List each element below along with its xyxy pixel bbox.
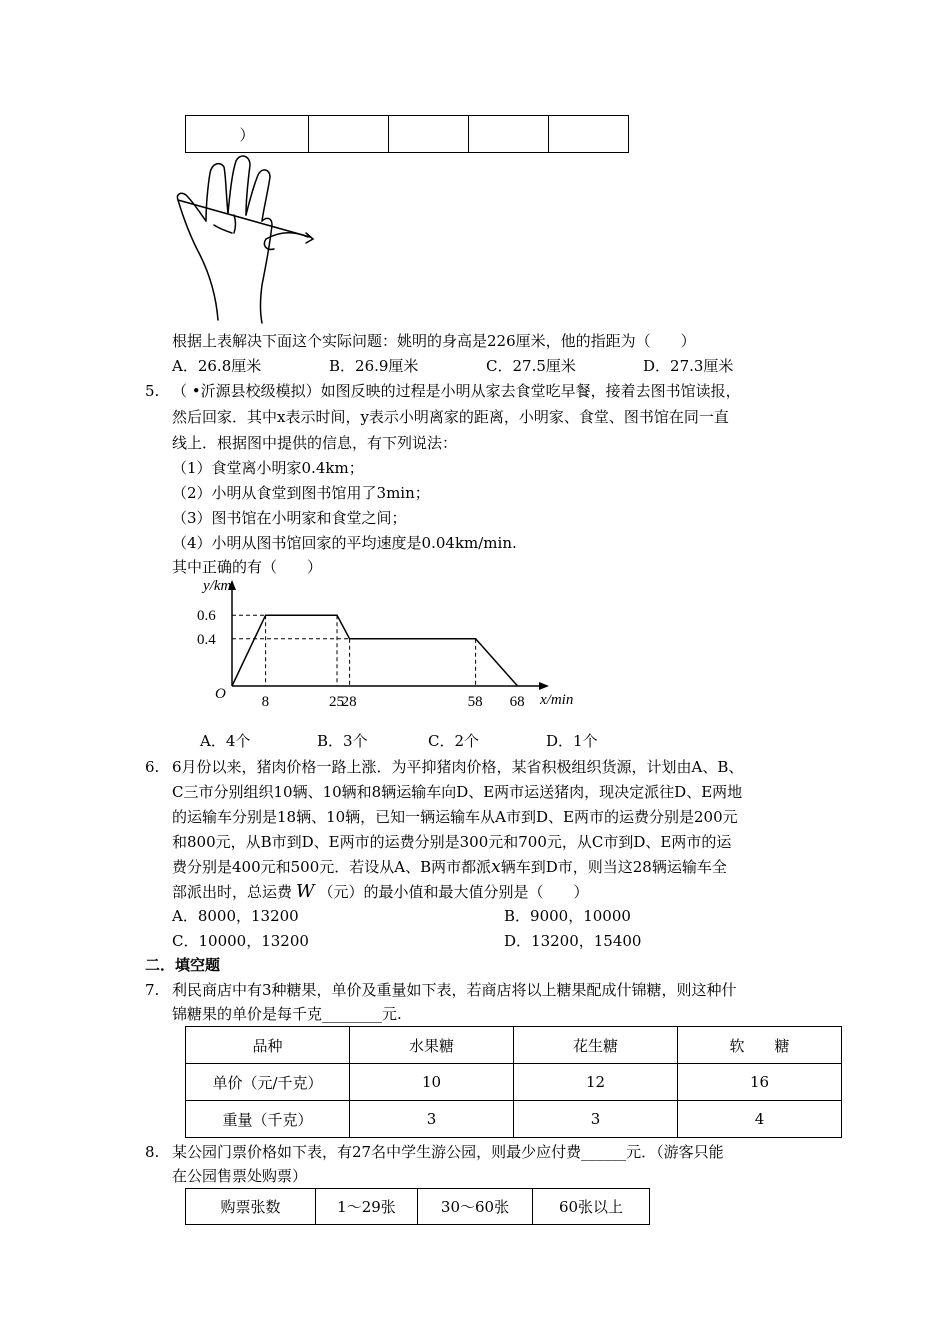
q5-line: （ •沂源县校级模拟）如图反映的过程是小明从家去食堂吃早餐，接着去图书馆读报， [172,382,741,400]
q5-statement: （3）图书馆在小明家和食堂之间； [172,509,407,527]
q5-option-a: A．4个 [200,732,251,750]
table-cell: 30～60张 [418,1189,533,1225]
q7-number: 7. [145,981,160,999]
q6-line: 6月份以来，猪肉价格一路上涨．为平抑猪肉价格，某省积极组织货源，计划由A、B、 [172,758,744,776]
table-cell [469,116,549,153]
q4-option-a: A．26.8厘米 [172,357,262,375]
distance-time-chart [195,576,595,711]
y-axis-label: y/km [203,578,232,594]
q5-option-b: B．3个 [317,732,368,750]
hand-illustration [170,155,320,325]
q6-option-d: D．13200，15400 [504,932,642,950]
ticket-price-table [185,1188,650,1225]
table-cell: 4 [678,1101,842,1138]
x-tick-label: 8 [261,694,270,710]
table-cell: 16 [678,1064,842,1101]
table-header-cell: 花生糖 [514,1027,678,1064]
q7-line: 锦糖果的单价是每千克________元. [172,1005,402,1023]
table-header-cell: 品种 [186,1027,350,1064]
table-cell: 10 [350,1064,514,1101]
q4-question: 根据上表解决下面这个实际问题：姚明的身高是226厘米，他的指距为（ ） [172,332,696,350]
candy-table [185,1026,842,1138]
q6-option-c: C．10000，13200 [172,932,309,950]
table-header-cell: 软 糖 [678,1027,842,1064]
table-cell: 单价（元/千克） [186,1064,350,1101]
table-cell: 购票张数 [186,1189,316,1225]
q8-number: 8. [145,1143,160,1161]
q6-option-a: A．8000，13200 [172,907,299,925]
variable-w: W [296,881,315,902]
table-cell: 重量（千克） [186,1101,350,1138]
q8-line: 在公园售票处购票） [172,1167,308,1185]
series-line [232,615,518,686]
origin-label: O [215,686,226,702]
q6-line-part: 辆车到D市，则当这28辆运输车全 [500,858,727,876]
table-row [186,1064,842,1101]
q5-ask: 其中正确的有（ ） [172,558,323,576]
q5-line: 线上．根据图中提供的信息，有下列说法： [172,434,458,452]
table-cell: 60张以上 [533,1189,650,1225]
q5-statement: （1）食堂离小明家0.4km； [172,459,364,477]
x-tick-label: 25 [329,694,344,710]
q5-line: 然后回家．其中x表示时间，y表示小明离家的距离，小明家、食堂、图书馆在同一直 [172,408,729,426]
finger-span-table [185,115,629,153]
table-header-cell: 水果糖 [350,1027,514,1064]
table-row [186,1101,842,1138]
q7-line: 利民商店中有3种糖果，单价及重量如下表，若商店将以上糖果配成什锦糖，则这种什 [172,981,737,999]
x-axis-label: x/min [540,692,574,708]
x-tick-label: 68 [509,694,525,710]
q6-line: 的运输车分别是18辆、10辆，已知一辆运输车从A市到D、E两市的运费分别是200元 [172,808,738,826]
q6-line: C三市分别组织10辆、10辆和8辆运输车向D、E两市运送猪肉，现决定派往D、E两地 [172,783,743,801]
q6-line: 和800元，从B市到D、E两市的运费分别是300元和700元，从C市到D、E两市的运 [172,833,732,851]
q6-line [172,857,727,877]
table-row [186,1027,842,1064]
q5-option-d: D．1个 [546,732,598,750]
x-axis-arrow [539,682,549,690]
table-cell: 12 [514,1064,678,1101]
q6-option-b: B．9000，10000 [504,907,631,925]
y-tick-label: 0.4 [197,631,216,648]
q5-option-c: C．2个 [428,732,480,750]
section-title: 二．填空题 [145,956,221,974]
q6-line-part: （元）的最小值和最大值分别是（ ） [318,883,589,901]
q4-option-d: D．27.3厘米 [643,357,734,375]
q4-option-c: C．27.5厘米 [486,357,576,375]
table-cell: ） [186,116,309,153]
y-tick-label: 0.6 [197,608,216,625]
table-cell [309,116,389,153]
table-cell [389,116,469,153]
x-tick-label: 28 [341,694,357,710]
table-cell: 1～29张 [316,1189,418,1225]
q5-statement: （2）小明从食堂到图书馆用了3min； [172,484,430,502]
q5-statement: （4）小明从图书馆回家的平均速度是0.04km/min. [172,534,517,552]
table-row [186,1189,650,1225]
q6-line [172,882,589,902]
q8-line: 某公园门票价格如下表，有27名中学生游公园，则最少应付费______元．（游客只能 [172,1143,724,1161]
q6-number: 6. [145,758,160,776]
q4-option-b: B．26.9厘米 [329,357,419,375]
variable-x: x [491,857,501,877]
table-cell: 3 [350,1101,514,1138]
table-cell: 3 [514,1101,678,1138]
x-tick-label: 58 [467,694,483,710]
table-cell [549,116,629,153]
q5-number: 5. [145,382,160,400]
q6-line-part: 费分别是400元和500元．若设从A、B两市都派 [172,858,492,876]
q6-line-part: 部派出时，总运费 [172,883,293,901]
